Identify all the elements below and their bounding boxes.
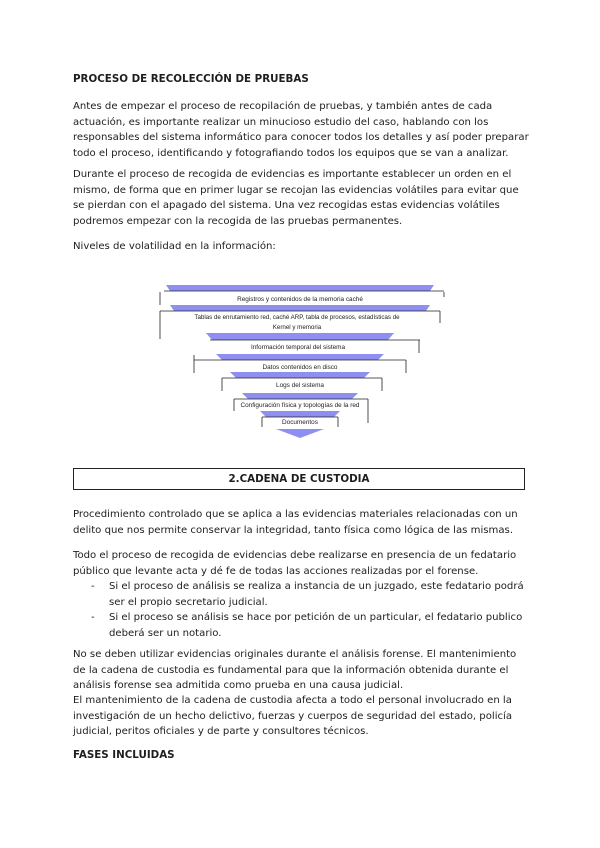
funnel-level-2: Tablas de enrutamiento red, caché ARP, tabla de procesos, estadísticas de [194, 314, 400, 321]
volatility-funnel-diagram [150, 283, 450, 443]
personnel-paragraph: El mantenimiento de la cadena de custodia afecta a todo el personal involucrado en la investigación de un hecho delictivo, fuerzas y cuerpos de seguridad del estado, policía judicial, peritos oficiales y de parte y consultores técnicos. [73, 695, 513, 737]
funnel-tip [276, 429, 324, 438]
originals-paragraph: No se deben utilizar evidencias originales durante el análisis forense. El mantenimiento de la cadena de custodia es fundamental para que la información obtenida durante el análisis forense sea admitida como prueba en una causa judicial. [73, 649, 517, 691]
funnel-level-7: Documentos [282, 419, 318, 426]
funnel-level-1-band [166, 285, 434, 291]
section-heading: 2.CADENA DE CUSTODIA [228, 473, 370, 485]
intro-paragraph: Antes de empezar el proceso de recopilación de pruebas, y también antes de cada actuación, es importante realizar un minucioso estudio del caso, hablando con los responsables del sistema informático para conocer todos los detalles y así poder preparar todo el proceso, identificando y fotografiando todos los equipos que se van a analizar. [73, 101, 529, 159]
order-paragraph: Durante el proceso de recogida de evidencias es importante establecer un orden en el mismo, de forma que en primer lugar se recojan las evidencias volátiles para evitar que se pierdan con el apagado del sistema. Una vez recogidas estas evidencias volátiles podremos empezar con la recogida de las pruebas permanentes. [73, 169, 519, 227]
funnel-level-2b: Kernel y memoria [272, 324, 322, 331]
funnel-level-4: Datos contenidos en disco [262, 364, 338, 371]
funnel-level-3: Información temporal del sistema [250, 344, 346, 351]
section-heading-box [73, 468, 525, 490]
notary-paragraph: Todo el proceso de recogida de evidencias debe realizarse en presencia de un fedatario público que levante acta y dé fe de todas las acciones realizadas por el forense. [73, 550, 517, 577]
phases-heading: FASES INCLUIDAS [73, 749, 175, 761]
custody-definition: Procedimiento controlado que se aplica a las evidencias materiales relacionadas con un delito que nos permite conservar la integridad, tanto física como lógica de las mismas. [73, 509, 518, 536]
section-title: PROCESO DE RECOLECCIÓN DE PRUEBAS [73, 73, 309, 85]
funnel-level-1: Registros y contenidos de la memoria caché [237, 296, 363, 303]
list-item: - Si el proceso de análisis se realiza a instancia de un juzgado, este fedatario podrá ser el propio secretario judicial. [73, 579, 531, 610]
notary-list [73, 579, 531, 641]
funnel-level-6: Configuración física y topologías de la red [240, 402, 360, 409]
list-item: - Si el proceso se análisis se hace por petición de un particular, el fedatario publico deberá ser un notario. [73, 610, 531, 641]
volatility-intro: Niveles de volatilidad en la información: [73, 241, 276, 252]
funnel-level-5: Logs del sistema [276, 382, 324, 389]
